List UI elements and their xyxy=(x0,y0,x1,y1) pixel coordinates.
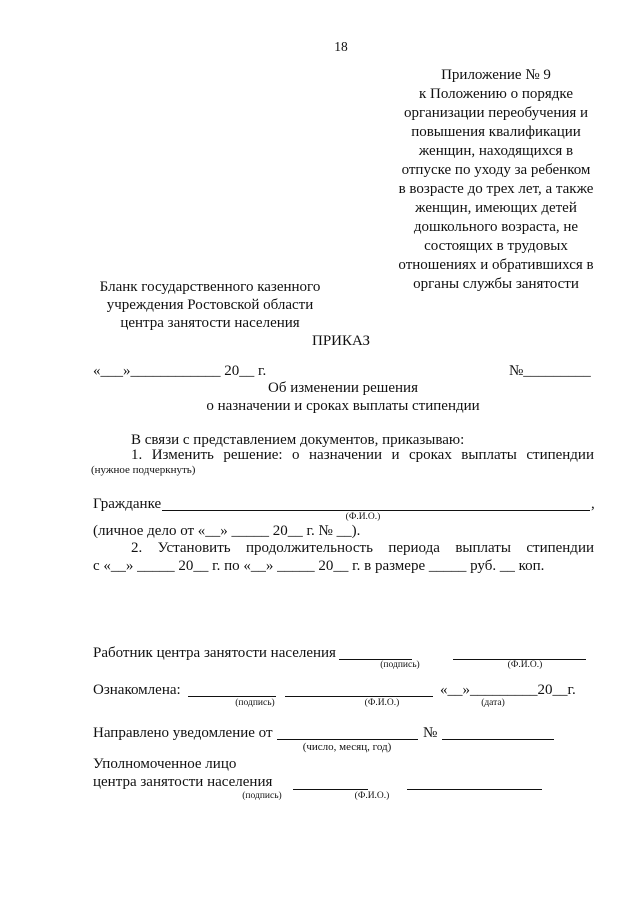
authorized-signature-line xyxy=(293,789,368,790)
appendix-line: органы службы занятости xyxy=(413,276,579,292)
citizen-fio-caption: (Ф.И.О.) xyxy=(345,512,381,522)
appendix-line: женщин, имеющих детей xyxy=(415,200,577,216)
citizen-name-line xyxy=(162,510,590,511)
authorized-line-2: центра занятости населения xyxy=(93,774,273,790)
intro-paragraph: В связи с представлением документов, приказываю: xyxy=(131,432,465,448)
notice-date-caption: (число, месяц, год) xyxy=(302,741,392,753)
acquainted-date-caption: (дата) xyxy=(481,698,505,708)
appendix-line: отношениях и обратившихся в xyxy=(398,257,594,273)
appendix-line: повышения квалификации xyxy=(411,124,581,140)
worker-sign-caption: (подпись) xyxy=(380,660,420,670)
authorized-line-1: Уполномоченное лицо xyxy=(93,756,237,772)
acquainted-label: Ознакомлена: xyxy=(93,682,181,698)
citizen-comma: , xyxy=(591,496,595,512)
acquainted-fio-line xyxy=(285,696,433,697)
acquainted-date: «__»_________20__г. xyxy=(440,682,576,698)
worker-label: Работник центра занятости населения xyxy=(93,645,336,661)
item-2-line-1: 2. Установить продолжительность периода выплаты стипендии xyxy=(131,540,594,556)
worker-fio-caption: (Ф.И.О.) xyxy=(507,660,543,670)
item-1-note: (нужное подчеркнуть) xyxy=(91,464,196,476)
appendix-line: Приложение № 9 xyxy=(441,67,551,83)
notice-number-line xyxy=(442,739,554,740)
page-number: 18 xyxy=(334,39,348,54)
personal-file-line: (личное дело от «__» _____ 20__ г. № __). xyxy=(93,523,361,539)
date-field: «___»____________ 20__ г. xyxy=(93,363,267,379)
appendix-line: к Положению о порядке xyxy=(419,86,573,102)
appendix-line: в возрасте до трех лет, а также xyxy=(398,181,594,197)
letterhead-line: центра занятости населения xyxy=(120,315,300,331)
subject-line: о назначении и сроках выплаты стипендии xyxy=(206,398,480,414)
number-field: №_________ xyxy=(509,363,591,379)
appendix-line: отпуске по уходу за ребенком xyxy=(401,162,591,178)
appendix-line: дошкольного возраста, не xyxy=(413,219,579,235)
citizen-label: Гражданке xyxy=(93,496,162,512)
notice-label: Направлено уведомление от xyxy=(93,725,273,741)
letterhead-line: учреждения Ростовской области xyxy=(106,297,314,313)
item-1-text: 1. Изменить решение: о назначении и сроках выплаты стипендии xyxy=(131,447,594,463)
appendix-line: женщин, находящихся в xyxy=(418,143,574,159)
authorized-sign-caption: (подпись) xyxy=(242,791,282,801)
acquainted-sign-caption: (подпись) xyxy=(235,698,275,708)
acquainted-fio-caption: (Ф.И.О.) xyxy=(364,698,400,708)
notice-number-sign: № xyxy=(423,725,438,741)
authorized-fio-line xyxy=(407,789,542,790)
notice-date-line xyxy=(277,739,418,740)
authorized-fio-caption: (Ф.И.О.) xyxy=(354,791,390,801)
acquainted-signature-line xyxy=(188,696,276,697)
appendix-line: состоящих в трудовых xyxy=(424,238,568,254)
item-2-line-2: с «__» _____ 20__ г. по «__» _____ 20__ г. в размере _____ руб. __ коп. xyxy=(93,558,545,574)
letterhead-line: Бланк государственного казенного xyxy=(99,279,321,295)
subject-line: Об изменении решения xyxy=(268,380,418,396)
appendix-line: организации переобучения и xyxy=(403,105,589,121)
document-title: ПРИКАЗ xyxy=(312,333,370,349)
